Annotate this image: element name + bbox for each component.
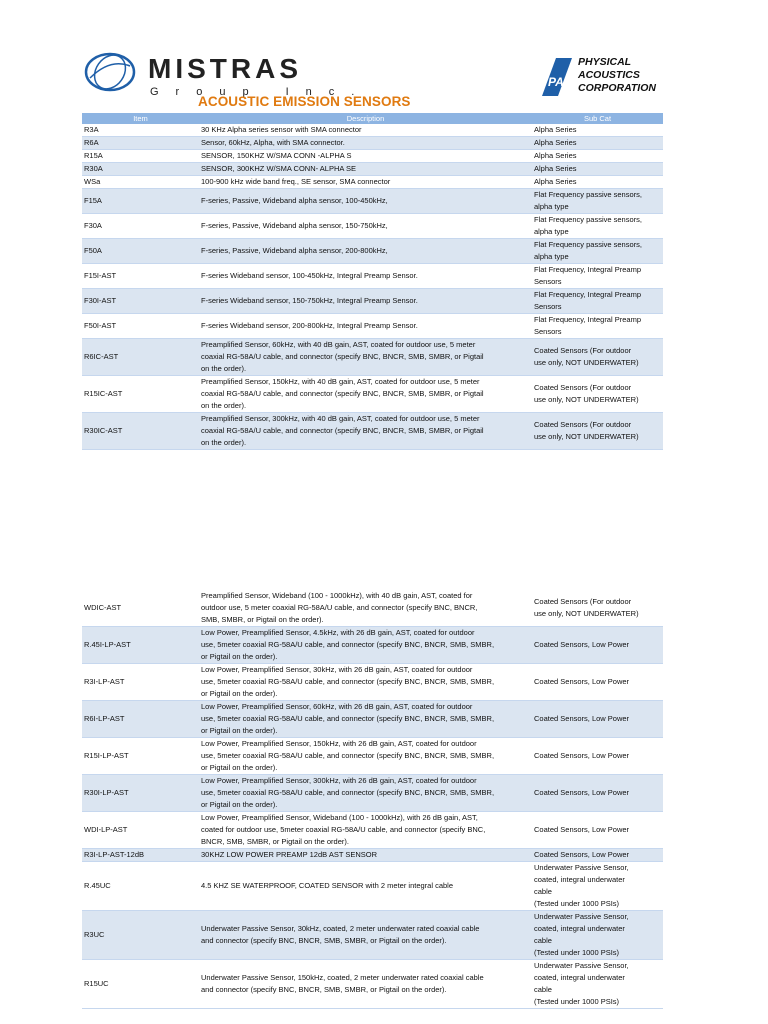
subcat-cell xyxy=(532,314,663,339)
description-cell-line: on the order). xyxy=(201,364,247,373)
table-row xyxy=(82,775,663,812)
subcat-cell-line: Alpha Series xyxy=(534,177,577,186)
description-cell-line: and connector (specify BNC, BNCR, SMB, SMBR, or Pigtail on the order). xyxy=(201,985,447,994)
description-cell xyxy=(199,627,532,664)
description-cell xyxy=(199,214,532,239)
mistras-logo xyxy=(84,48,372,98)
description-cell xyxy=(199,314,532,339)
subcat-cell-line: alpha type xyxy=(534,202,569,211)
table-row xyxy=(82,911,663,960)
item-cell: R3I-LP-AST-12dB xyxy=(82,849,199,862)
subcat-cell-line: Coated Sensors, Low Power xyxy=(534,677,630,686)
description-cell xyxy=(199,590,532,627)
item-cell: F15I-AST xyxy=(82,264,199,289)
description-cell xyxy=(199,812,532,849)
subcat-cell-line: cable xyxy=(534,887,552,896)
description-cell-line: F-series Wideband sensor, 100-450kHz, Integral Preamp Sensor. xyxy=(201,271,418,280)
subcat-cell xyxy=(532,911,663,960)
item-cell: R30IC-AST xyxy=(82,413,199,450)
item-cell: R6I-LP-AST xyxy=(82,701,199,738)
subcat-cell-line: use only, NOT UNDERWATER) xyxy=(534,395,639,404)
table-row xyxy=(82,314,663,339)
description-cell-line: 4.5 KHZ SE WATERPROOF, COATED SENSOR with 2 meter integral cable xyxy=(201,881,454,890)
table-row xyxy=(82,124,663,137)
subcat-cell xyxy=(532,150,663,163)
table-row xyxy=(82,189,663,214)
description-cell xyxy=(199,150,532,163)
subcat-cell-line: Alpha Series xyxy=(534,151,577,160)
subcat-cell xyxy=(532,664,663,701)
description-cell-line: 30 KHz Alpha series sensor with SMA connector xyxy=(201,125,362,134)
item-cell: F50A xyxy=(82,239,199,264)
description-cell xyxy=(199,264,532,289)
table-row xyxy=(82,812,663,849)
item-cell: R6A xyxy=(82,137,199,150)
description-cell-line: Low Power, Preamplified Sensor, 150kHz, with 26 dB gain, AST, coated for outdoor xyxy=(201,739,477,748)
item-cell: F30I-AST xyxy=(82,289,199,314)
description-cell xyxy=(199,176,532,189)
description-cell-line: Preamplified Sensor, Wideband (100 - 1000kHz), with 40 dB gain, AST, coated for xyxy=(201,591,473,600)
description-cell xyxy=(199,137,532,150)
description-cell-line: on the order). xyxy=(201,438,247,447)
subcat-cell-line: use only, NOT UNDERWATER) xyxy=(534,609,639,618)
description-cell xyxy=(199,163,532,176)
description-cell-line: coaxial RG-58A/U cable, and connector (specify BNC, BNCR, SMB, SMBR, or Pigtail xyxy=(201,426,484,435)
item-cell: R3I-LP-AST xyxy=(82,664,199,701)
subcat-cell-line: Coated Sensors, Low Power xyxy=(534,850,630,859)
item-cell: R6IC-AST xyxy=(82,339,199,376)
item-cell: WDIC-AST xyxy=(82,590,199,627)
subcat-cell-line: Flat Frequency, Integral Preamp xyxy=(534,290,641,299)
description-cell-line: use, 5meter coaxial RG-58A/U cable, and connector (specify BNC, BNCR, SMB, SMBR, xyxy=(201,677,495,686)
subcat-cell-line: Flat Frequency passive sensors, xyxy=(534,190,642,199)
item-cell: R3A xyxy=(82,124,199,137)
description-cell xyxy=(199,849,532,862)
description-cell xyxy=(199,738,532,775)
description-cell xyxy=(199,124,532,137)
table-row xyxy=(82,376,663,413)
description-cell xyxy=(199,701,532,738)
subcat-cell xyxy=(532,960,663,1009)
description-cell-line: use, 5meter coaxial RG-58A/U cable, and connector (specify BNC, BNCR, SMB, SMBR, xyxy=(201,640,495,649)
subcat-cell-line: Flat Frequency passive sensors, xyxy=(534,215,642,224)
table-row xyxy=(82,413,663,450)
description-cell-line: SENSOR, 300KHZ W/SMA CONN- ALPHA SE xyxy=(201,164,357,173)
description-cell xyxy=(199,189,532,214)
description-cell-line: F-series Wideband sensor, 150-750kHz, Integral Preamp Sensor. xyxy=(201,296,418,305)
description-cell xyxy=(199,664,532,701)
subcat-cell-line: Coated Sensors, Low Power xyxy=(534,640,630,649)
table-row xyxy=(82,960,663,1009)
description-cell xyxy=(199,960,532,1009)
table-row xyxy=(82,738,663,775)
subcat-cell xyxy=(532,163,663,176)
subcat-cell-line: Sensors xyxy=(534,302,562,311)
table-row xyxy=(82,339,663,376)
subcat-cell-line: Sensors xyxy=(534,327,562,336)
description-cell-line: and connector (specify BNC, BNCR, SMB, SMBR, or Pigtail on the order). xyxy=(201,936,447,945)
table-row xyxy=(82,701,663,738)
item-cell: R15IC-AST xyxy=(82,376,199,413)
description-cell-line: use, 5meter coaxial RG-58A/U cable, and connector (specify BNC, BNCR, SMB, SMBR, xyxy=(201,751,495,760)
subcat-cell xyxy=(532,189,663,214)
description-cell-line: Sensor, 60kHz, Alpha, with SMA connector. xyxy=(201,138,345,147)
description-cell-line: Underwater Passive Sensor, 30kHz, coated, 2 meter underwater rated coaxial cable xyxy=(201,924,480,933)
description-cell-line: F-series, Passive, Wideband alpha sensor, 150-750kHz, xyxy=(201,221,388,230)
subcat-cell-line: coated, integral underwater xyxy=(534,924,625,933)
description-cell-line: coated for outdoor use, 5meter coaxial RG-58A/U cable, and connector (specify BNC, xyxy=(201,825,486,834)
description-cell-line: on the order). xyxy=(201,401,247,410)
table-row xyxy=(82,289,663,314)
description-cell-line: use, 5meter coaxial RG-58A/U cable, and connector (specify BNC, BNCR, SMB, SMBR, xyxy=(201,714,495,723)
subcat-cell-line: alpha type xyxy=(534,252,569,261)
pac-line-2: ACOUSTICS xyxy=(578,69,640,81)
description-cell-line: use, 5meter coaxial RG-58A/U cable, and connector (specify BNC, BNCR, SMB, SMBR, xyxy=(201,788,495,797)
description-cell xyxy=(199,239,532,264)
subcat-cell xyxy=(532,264,663,289)
pac-line-1: PHYSICAL xyxy=(578,56,632,68)
table-row xyxy=(82,264,663,289)
item-cell: F15A xyxy=(82,189,199,214)
subcat-cell xyxy=(532,627,663,664)
sensor-table-1 xyxy=(82,113,663,450)
subcat-cell-line: Coated Sensors (For outdoor xyxy=(534,346,632,355)
item-cell: F50I-AST xyxy=(82,314,199,339)
description-cell-line: or Pigtail on the order). xyxy=(201,800,278,809)
page-title: ACOUSTIC EMISSION SENSORS xyxy=(198,94,411,109)
table-row xyxy=(82,590,663,627)
subcat-cell-line: use only, NOT UNDERWATER) xyxy=(534,358,639,367)
mistras-wordmark: MISTRAS xyxy=(148,53,302,84)
description-cell-line: F-series, Passive, Wideband alpha sensor, 200-800kHz, xyxy=(201,246,388,255)
description-cell-line: Low Power, Preamplified Sensor, 30kHz, with 26 dB gain, AST, coated for outdoor xyxy=(201,665,473,674)
subcat-cell xyxy=(532,701,663,738)
subcat-cell-line: Coated Sensors (For outdoor xyxy=(534,383,632,392)
subcat-cell-line: alpha type xyxy=(534,227,569,236)
subcat-cell-line: Alpha Series xyxy=(534,164,577,173)
subcat-cell xyxy=(532,590,663,627)
subcat-cell-line: Coated Sensors, Low Power xyxy=(534,714,630,723)
subcat-cell-line: Coated Sensors, Low Power xyxy=(534,751,630,760)
table-row xyxy=(82,137,663,150)
description-cell-line: Low Power, Preamplified Sensor, 4.5kHz, with 26 dB gain, AST, coated for outdoor xyxy=(201,628,475,637)
description-cell-line: SENSOR, 150KHZ W/SMA CONN -ALPHA S xyxy=(201,151,352,160)
description-cell-line: or Pigtail on the order). xyxy=(201,652,278,661)
subcat-cell xyxy=(532,239,663,264)
description-cell xyxy=(199,289,532,314)
column-header-description: Description xyxy=(199,113,532,124)
description-cell-line: or Pigtail on the order). xyxy=(201,726,278,735)
subcat-cell-line: cable xyxy=(534,936,552,945)
subcat-cell-line: Alpha Series xyxy=(534,125,577,134)
subcat-cell-line: (Tested under 1000 PSIs) xyxy=(534,948,620,957)
table-row xyxy=(82,163,663,176)
description-cell-line: Low Power, Preamplified Sensor, Wideband (100 - 1000kHz), with 26 dB gain, AST, xyxy=(201,813,478,822)
description-cell-line: coaxial RG-58A/U cable, and connector (specify BNC, BNCR, SMB, SMBR, or Pigtail xyxy=(201,352,484,361)
item-cell: R30A xyxy=(82,163,199,176)
subcat-cell-line: Underwater Passive Sensor, xyxy=(534,863,629,872)
description-cell-line: F-series, Passive, Wideband alpha sensor, 100-450kHz, xyxy=(201,196,388,205)
description-cell-line: Preamplified Sensor, 300kHz, with 40 dB gain, AST, coated for outdoor use, 5 meter xyxy=(201,414,480,423)
description-cell-line: Preamplified Sensor, 150kHz, with 40 dB gain, AST, coated for outdoor use, 5 meter xyxy=(201,377,480,386)
description-cell xyxy=(199,413,532,450)
subcat-cell xyxy=(532,124,663,137)
column-header-subcat: Sub Cat xyxy=(532,113,663,124)
subcat-cell-line: Flat Frequency, Integral Preamp xyxy=(534,265,641,274)
subcat-cell-line: Coated Sensors (For outdoor xyxy=(534,597,632,606)
item-cell: WDI-LP-AST xyxy=(82,812,199,849)
subcat-cell xyxy=(532,775,663,812)
table-row xyxy=(82,862,663,911)
subcat-cell-line: cable xyxy=(534,985,552,994)
subcat-cell-line: Coated Sensors, Low Power xyxy=(534,825,630,834)
subcat-cell xyxy=(532,339,663,376)
mistras-sub: Group Inc. xyxy=(150,86,372,98)
svg-text:PAC: PAC xyxy=(548,75,573,89)
pac-badge-icon xyxy=(540,56,576,98)
item-cell: WSa xyxy=(82,176,199,189)
table-row xyxy=(82,176,663,189)
description-cell xyxy=(199,376,532,413)
item-cell: R3UC xyxy=(82,911,199,960)
description-cell-line: 100-900 kHz wide band freq., SE sensor, SMA connector xyxy=(201,177,391,186)
item-cell: R30I-LP-AST xyxy=(82,775,199,812)
subcat-cell xyxy=(532,289,663,314)
subcat-cell-line: Alpha Series xyxy=(534,138,577,147)
table-row xyxy=(82,664,663,701)
subcat-cell-line: Underwater Passive Sensor, xyxy=(534,912,629,921)
description-cell-line: Low Power, Preamplified Sensor, 300kHz, with 26 dB gain, AST, coated for outdoor xyxy=(201,776,477,785)
description-cell-line: Preamplified Sensor, 60kHz, with 40 dB gain, AST, coated for outdoor use, 5 meter xyxy=(201,340,476,349)
item-cell: R15I-LP-AST xyxy=(82,738,199,775)
table-header-row xyxy=(82,113,663,124)
description-cell-line: Underwater Passive Sensor, 150kHz, coated, 2 meter underwater rated coaxial cable xyxy=(201,973,484,982)
description-cell-line: coaxial RG-58A/U cable, and connector (specify BNC, BNCR, SMB, SMBR, or Pigtail xyxy=(201,389,484,398)
description-cell xyxy=(199,862,532,911)
subcat-cell-line: Coated Sensors, Low Power xyxy=(534,788,630,797)
description-cell-line: SMB, SMBR, or Pigtail on the order). xyxy=(201,615,324,624)
subcat-cell-line: Flat Frequency, Integral Preamp xyxy=(534,315,641,324)
subcat-cell-line: Underwater Passive Sensor, xyxy=(534,961,629,970)
description-cell xyxy=(199,911,532,960)
subcat-cell xyxy=(532,214,663,239)
subcat-cell-line: coated, integral underwater xyxy=(534,973,625,982)
item-cell: F30A xyxy=(82,214,199,239)
description-cell-line: BNCR, SMB, SMBR, or Pigtail on the order). xyxy=(201,837,349,846)
subcat-cell-line: (Tested under 1000 PSIs) xyxy=(534,899,620,908)
item-cell: R15A xyxy=(82,150,199,163)
description-cell-line: or Pigtail on the order). xyxy=(201,763,278,772)
description-cell-line: 30KHZ LOW POWER PREAMP 12dB AST SENSOR xyxy=(201,850,378,859)
description-cell-line: or Pigtail on the order). xyxy=(201,689,278,698)
subcat-cell xyxy=(532,738,663,775)
pac-logo xyxy=(540,56,670,100)
table-row xyxy=(82,214,663,239)
subcat-cell xyxy=(532,862,663,911)
subcat-cell-line: Sensors xyxy=(534,277,562,286)
item-cell: R.45UC xyxy=(82,862,199,911)
item-cell: R15UC xyxy=(82,960,199,1009)
description-cell-line: Low Power, Preamplified Sensor, 60kHz, with 26 dB gain, AST, coated for outdoor xyxy=(201,702,473,711)
table-row xyxy=(82,239,663,264)
description-cell xyxy=(199,775,532,812)
item-cell: R.45I-LP-AST xyxy=(82,627,199,664)
subcat-cell-line: coated, integral underwater xyxy=(534,875,625,884)
subcat-cell xyxy=(532,413,663,450)
description-cell xyxy=(199,339,532,376)
subcat-cell-line: (Tested under 1000 PSIs) xyxy=(534,997,620,1006)
sensor-table-2 xyxy=(82,590,663,1009)
column-header-item: Item xyxy=(82,113,199,124)
table-row xyxy=(82,849,663,862)
subcat-cell-line: Flat Frequency passive sensors, xyxy=(534,240,642,249)
subcat-cell xyxy=(532,137,663,150)
table-row xyxy=(82,150,663,163)
table-row xyxy=(82,627,663,664)
subcat-cell xyxy=(532,849,663,862)
subcat-cell xyxy=(532,812,663,849)
subcat-cell xyxy=(532,376,663,413)
subcat-cell-line: use only, NOT UNDERWATER) xyxy=(534,432,639,441)
subcat-cell xyxy=(532,176,663,189)
pac-line-3: CORPORATION xyxy=(578,82,656,94)
description-cell-line: outdoor use, 5 meter coaxial RG-58A/U cable, and connector (specify BNC, BNCR, xyxy=(201,603,478,612)
subcat-cell-line: Coated Sensors (For outdoor xyxy=(534,420,632,429)
description-cell-line: F-series Wideband sensor, 200-800kHz, Integral Preamp Sensor. xyxy=(201,321,418,330)
